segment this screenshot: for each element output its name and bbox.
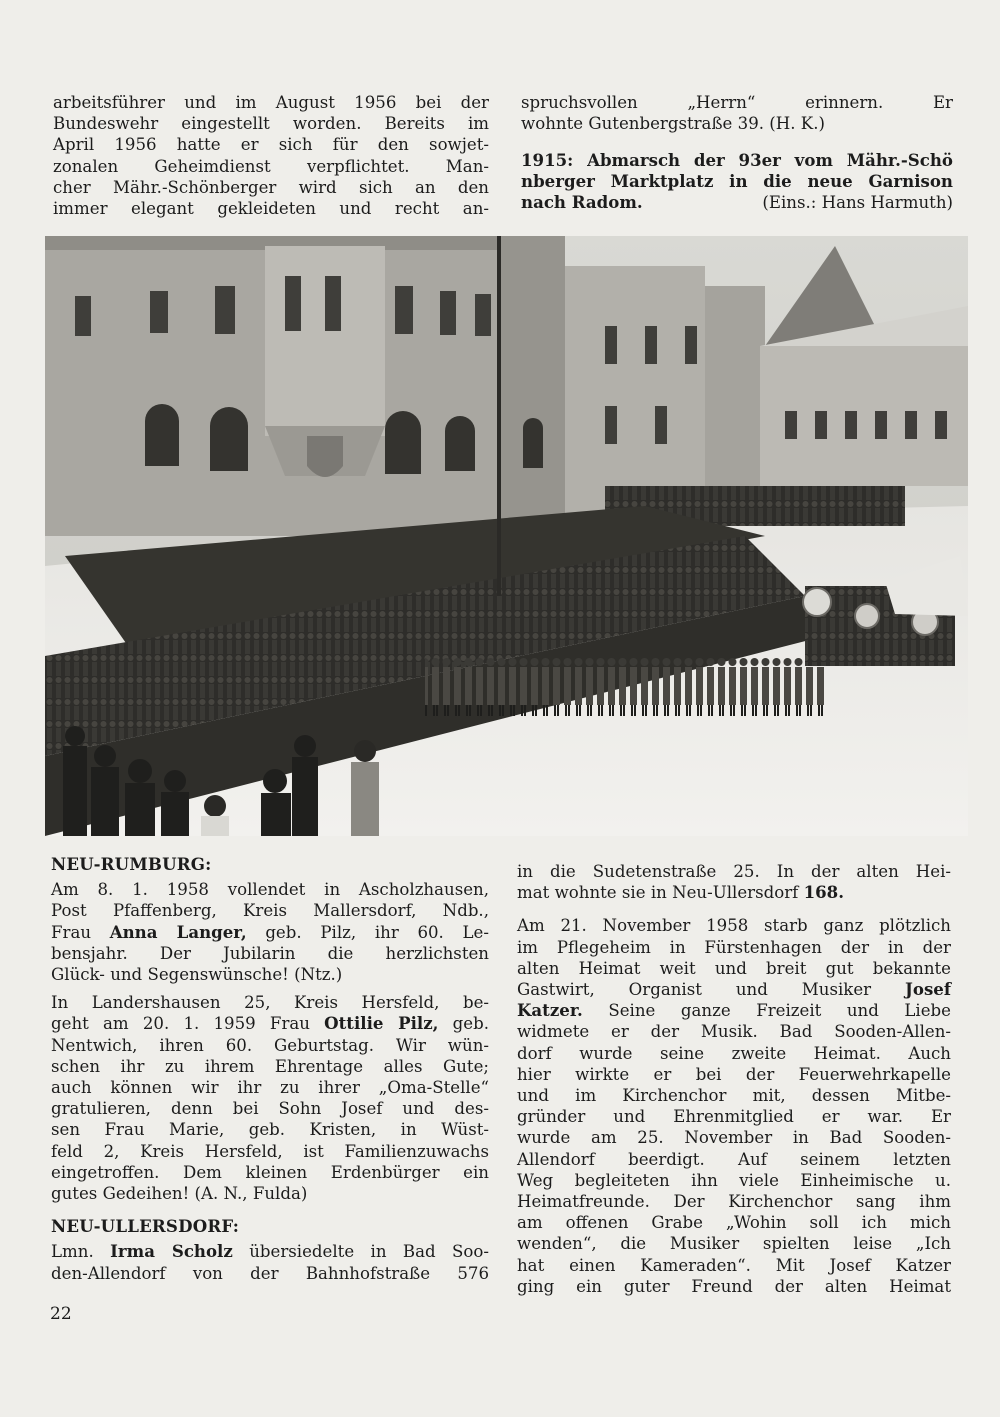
text-line: In Landershausen 25, Kreis Hersfeld, be- (51, 993, 489, 1013)
text-line: arbeitsführer und im August 1956 bei der (53, 93, 489, 112)
text-line: hat einen Kameraden“. Mit Josef Katzer (517, 1255, 951, 1275)
text-line: auch können wir ihr zu ihrer „Oma-Stelle“ (51, 1078, 489, 1098)
text-fragment: geb. (438, 1014, 489, 1034)
text-line: Heimatfreunde. Der Kirchenchor sang ihm (517, 1192, 951, 1212)
text-fragment: Lmn. (51, 1242, 111, 1262)
top-left-text (53, 92, 489, 219)
text-line: Am 8. 1. 1958 vollendet in Ascholzhausen, (51, 880, 489, 900)
section-title-neu-ullersdorf: NEU-ULLERSDORF: (51, 1216, 240, 1237)
text-line: wenden“, die Musiker spielten leise „Ich (517, 1234, 951, 1254)
text-line: sen Frau Marie, geb. Kristen, in Wüst- (51, 1120, 489, 1140)
photo-caption (521, 150, 953, 214)
text-line: gratulieren, denn bei Sohn Josef und des- (51, 1099, 489, 1119)
text-line (517, 882, 951, 903)
text-line: Am 21. November 1958 starb ganz plötzlich (517, 916, 951, 936)
caption-line-text: nach Radom. (521, 192, 643, 213)
paragraph (51, 992, 489, 1204)
paragraph (51, 879, 489, 985)
text-line (51, 1241, 489, 1262)
text-line: widmete er der Musik. Bad Sooden-Allen- (517, 1022, 951, 1042)
text-line: Bundeswehr eingestellt worden. Bereits im (53, 114, 489, 134)
historic-photo (45, 236, 968, 836)
page-number: 22 (50, 1304, 72, 1324)
section-title-neu-rumburg: NEU-RUMBURG: (51, 854, 212, 874)
text-fragment: übersiedelte in Bad Soo- (232, 1242, 489, 1262)
text-line: gutes Gedeihen! (A. N., Fulda) (51, 1184, 308, 1204)
text-line: eingetroffen. Dem kleinen Erdenbürger ein (51, 1162, 489, 1182)
text-line: Nentwich, ihren 60. Geburtstag. Wir wün- (51, 1035, 489, 1055)
text-line: bensjahr. Der Jubilarin die herzlichsten (51, 943, 489, 963)
text-fragment: Seine ganze Freizeit und Liebe (582, 1001, 951, 1021)
text-line: den-Allendorf von der Bahnhofstraße 576 (51, 1263, 489, 1283)
text-line: und im Kirchenchor mit, dessen Mitbe- (517, 1086, 951, 1106)
text-line: schen ihr zu ihrem Ehrentage alles Gute; (51, 1056, 489, 1076)
text-line (517, 979, 951, 1000)
paragraph (51, 1241, 489, 1283)
text-line: spruchsvollen „Herrn“ erinnern. Er (521, 93, 953, 112)
photo-credit: (Eins.: Hans Harmuth) (762, 193, 953, 213)
text-line: Weg begleiteten ihn viele Einheimische u. (517, 1170, 951, 1190)
text-line: wohnte Gutenbergstraße 39. (H. K.) (521, 114, 825, 134)
text-line: April 1956 hatte er sich für den sowjet- (53, 135, 489, 155)
caption-line: nberger Marktplatz in die neue Garnison (521, 171, 953, 192)
person-name: Josef (905, 979, 951, 1000)
text-line: am offenen Grabe „Wohin soll ich mich (517, 1213, 951, 1233)
text-fragment: geb. Pilz, ihr 60. Le- (246, 922, 489, 942)
text-line: hier wirkte er bei der Feuerwehrkapelle (517, 1064, 951, 1084)
text-line (51, 1013, 489, 1034)
text-line: Allendorf beerdigt. Auf seinem letzten (517, 1149, 951, 1169)
text-fragment: mat wohnte sie in Neu-Ullersdorf (517, 883, 804, 903)
person-name: Anna Langer, (109, 921, 247, 942)
text-fragment: Gastwirt, Organist und Musiker (517, 980, 906, 1000)
paragraph (517, 861, 951, 903)
text-line: wurde am 25. November in Bad Sooden- (517, 1128, 951, 1148)
caption-line: 1915: Abmarsch der 93er vom Mähr.-Schö (521, 150, 953, 170)
text-line: ging ein guter Freund der alten Heimat (517, 1276, 951, 1296)
text-line: feld 2, Kreis Hersfeld, ist Familienzuwachs (51, 1141, 489, 1161)
text-line: Post Pfaffenberg, Kreis Mallersdorf, Ndb., (51, 901, 489, 921)
lower-right-column (517, 861, 951, 1304)
paragraph (517, 915, 951, 1297)
text-line: dorf wurde seine zweite Heimat. Auch (517, 1043, 951, 1063)
text-fragment: geht am 20. 1. 1959 Frau (51, 1014, 325, 1034)
text-line: zonalen Geheimdienst verpflichtet. Man- (53, 156, 489, 176)
text-line: im Pflegeheim in Fürstenhagen der in der (517, 937, 951, 957)
text-line (517, 1000, 951, 1021)
text-line (51, 922, 489, 943)
text-line: immer elegant gekleideten und recht an- (53, 199, 489, 219)
caption-line (521, 192, 953, 213)
text-line: cher Mähr.-Schönberger wird sich an den (53, 177, 489, 197)
text-line: Glück- und Segenswünsche! (Ntz.) (51, 965, 343, 985)
text-line: in die Sudetenstraße 25. In der alten Hei- (517, 862, 951, 881)
text-line: gründer und Ehrenmitglied er war. Er (517, 1107, 951, 1127)
top-right-text (521, 92, 953, 134)
text-line: alten Heimat weit und breit gut bekannte (517, 958, 951, 978)
house-number: 168. (803, 882, 844, 903)
person-name: Ottilie Pilz, (324, 1013, 439, 1034)
text-fragment: Frau (51, 922, 110, 942)
person-name: Irma Scholz (110, 1241, 233, 1262)
lower-left-column (51, 854, 489, 1291)
photo-illustration (45, 236, 968, 836)
person-name: Katzer. (517, 1000, 583, 1021)
